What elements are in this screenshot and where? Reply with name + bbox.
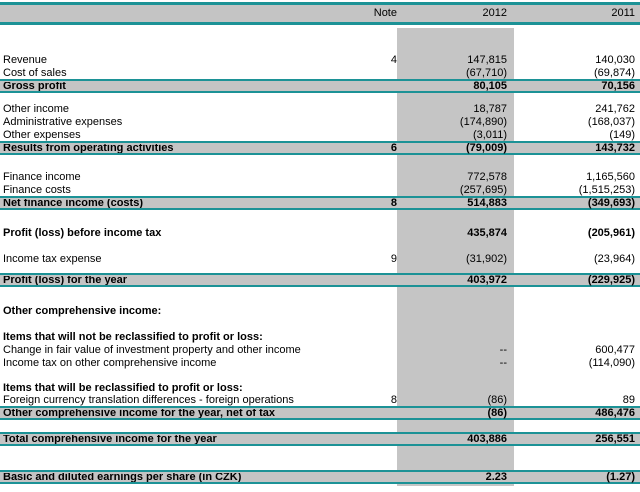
row-value-2011: (168,037) bbox=[587, 115, 635, 128]
row-value-2011: (23,964) bbox=[594, 252, 635, 265]
row-cost-of-sales bbox=[0, 66, 640, 79]
row-label: Other expenses bbox=[3, 128, 81, 141]
header-note: Note bbox=[373, 7, 397, 19]
row-value-2011: (149) bbox=[609, 128, 635, 141]
table-header-row bbox=[0, 2, 640, 25]
row-note: 9 bbox=[390, 252, 397, 265]
row-label: Other income bbox=[3, 102, 70, 115]
row-value-2012: 18,787 bbox=[473, 102, 507, 115]
row-value-2011: (1,515,253) bbox=[578, 183, 635, 196]
row-value-2012: 435,874 bbox=[467, 226, 507, 239]
row-value-2012: 403,972 bbox=[467, 273, 507, 286]
row-profit-for-the-year bbox=[0, 273, 640, 287]
row-finance-costs bbox=[0, 183, 640, 196]
row-label: Gross profit bbox=[3, 81, 66, 91]
row-value-2011: 143,732 bbox=[595, 141, 635, 154]
row-label: Foreign currency translation differences - foreign operations bbox=[3, 394, 294, 406]
row-label: Income tax on other comprehensive income bbox=[3, 356, 217, 369]
row-label: Cost of sales bbox=[3, 66, 67, 79]
row-value-2011: (114,090) bbox=[588, 356, 635, 369]
row-foreign-currency-translation bbox=[0, 394, 640, 406]
row-value-2012: -- bbox=[499, 343, 507, 356]
row-other-income bbox=[0, 102, 640, 115]
row-value-2011: (349,693) bbox=[587, 196, 635, 209]
row-items-not-reclassified-heading bbox=[0, 330, 640, 343]
row-label: Revenue bbox=[3, 53, 48, 66]
row-label: Income tax expense bbox=[3, 252, 102, 265]
row-value-2011: 89 bbox=[622, 394, 635, 406]
row-note: 4 bbox=[390, 53, 397, 66]
row-value-2011: 70,156 bbox=[601, 79, 635, 92]
row-label: Other comprehensive income for the year, net of tax bbox=[3, 408, 276, 418]
row-revenue bbox=[0, 53, 640, 66]
header-col-2011: 2011 bbox=[611, 7, 635, 19]
row-value-2012: (79,009) bbox=[466, 141, 507, 154]
row-oci-for-year-net-of-tax bbox=[0, 406, 640, 420]
row-value-2012: (86) bbox=[487, 406, 507, 419]
row-value-2011: (205,961) bbox=[587, 226, 635, 239]
row-note: 8 bbox=[390, 196, 397, 209]
row-other-comprehensive-income-heading bbox=[0, 304, 640, 317]
row-results-operating-activities bbox=[0, 141, 640, 155]
row-value-2012: 147,815 bbox=[467, 53, 507, 66]
row-basic-diluted-eps bbox=[0, 470, 640, 484]
row-value-2011: 140,030 bbox=[595, 53, 635, 66]
row-label: Profit (loss) for the year bbox=[3, 275, 128, 285]
row-value-2011: (229,925) bbox=[587, 273, 635, 286]
row-label: Profit (loss) before income tax bbox=[3, 226, 162, 239]
row-label: Items that will not be reclassified to profit or loss: bbox=[3, 330, 263, 343]
row-value-2011: (69,874) bbox=[594, 66, 635, 79]
row-value-2011: 1,165,560 bbox=[586, 170, 635, 183]
row-label: Total comprehensive income for the year bbox=[3, 434, 217, 444]
row-label: Administrative expenses bbox=[3, 115, 123, 128]
row-value-2012: (67,710) bbox=[466, 66, 507, 79]
row-income-tax-on-oci bbox=[0, 356, 640, 369]
row-total-comprehensive-income bbox=[0, 432, 640, 446]
row-value-2012: (86) bbox=[487, 394, 507, 406]
row-value-2012: 772,578 bbox=[467, 170, 507, 183]
row-value-2012: (31,902) bbox=[466, 252, 507, 265]
row-administrative-expenses bbox=[0, 115, 640, 128]
row-value-2011: 600,477 bbox=[595, 343, 635, 356]
row-note: 6 bbox=[390, 141, 397, 154]
row-label: Other comprehensive income: bbox=[3, 304, 162, 317]
row-gross-profit bbox=[0, 79, 640, 93]
row-label: Change in fair value of investment property and other income bbox=[3, 343, 301, 356]
header-col-2012: 2012 bbox=[482, 7, 507, 19]
row-net-finance-income bbox=[0, 196, 640, 210]
row-value-2012: (174,890) bbox=[459, 115, 507, 128]
row-value-2012: (3,011) bbox=[472, 128, 507, 141]
row-value-2011: 486,476 bbox=[595, 406, 635, 419]
row-label: Finance income bbox=[3, 170, 81, 183]
row-label: Items that will be reclassified to profit or loss: bbox=[3, 381, 243, 394]
row-finance-income bbox=[0, 170, 640, 183]
row-value-2012: 2.23 bbox=[485, 470, 507, 483]
row-profit-before-income-tax bbox=[0, 226, 640, 239]
row-note: 8 bbox=[390, 394, 397, 406]
row-value-2012: 403,886 bbox=[467, 432, 507, 445]
row-value-2012: -- bbox=[499, 356, 507, 369]
row-value-2011: 241,762 bbox=[595, 102, 635, 115]
row-label: Finance costs bbox=[3, 183, 71, 196]
row-value-2011: 256,551 bbox=[595, 432, 635, 445]
row-label: Basic and diluted earnings per share (in CZK) bbox=[3, 472, 242, 482]
row-label: Results from operating activities bbox=[3, 143, 174, 153]
row-value-2011: (1.27) bbox=[606, 470, 635, 483]
row-label: Net finance income (costs) bbox=[3, 198, 143, 208]
row-items-reclassified-heading bbox=[0, 381, 640, 394]
row-other-expenses bbox=[0, 128, 640, 141]
row-value-2012: 80,105 bbox=[473, 79, 507, 92]
row-value-2012: 514,883 bbox=[467, 196, 507, 209]
row-change-fair-value-investment-property bbox=[0, 343, 640, 356]
row-income-tax-expense bbox=[0, 252, 640, 265]
row-value-2012: (257,695) bbox=[459, 183, 507, 196]
